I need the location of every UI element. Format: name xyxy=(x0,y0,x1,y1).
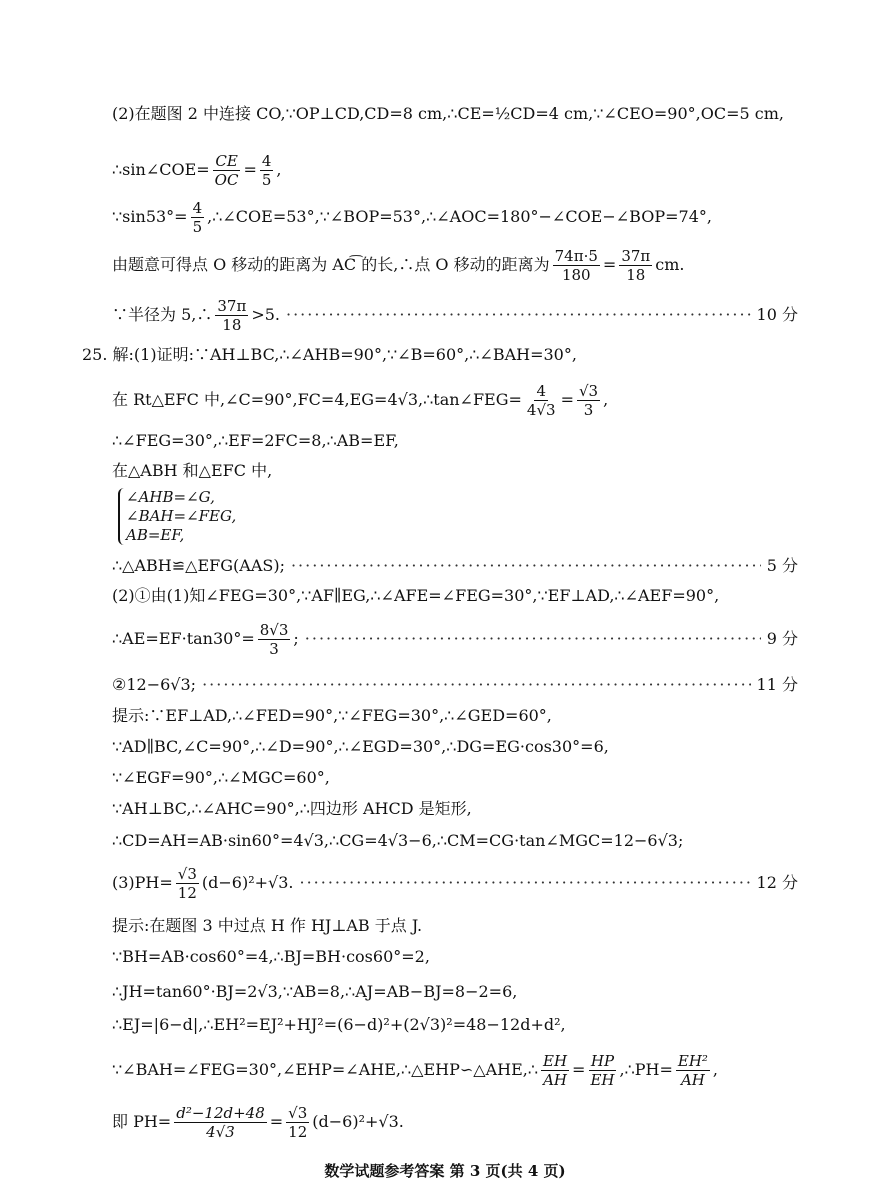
line-7 xyxy=(112,378,798,422)
line-14-text: 提示:∵EF⊥AD,∴∠FED=90°,∵∠FEG=30°,∴∠GED=60°, xyxy=(112,706,552,725)
fraction-ce-oc xyxy=(213,152,241,189)
line-6-text: 25. 解:(1)证明:∵AH⊥BC,∴∠AHB=90°,∵∠B=60°,∴∠BAH=30°, xyxy=(82,345,577,364)
frac-num: CE xyxy=(215,151,238,170)
dot-leader xyxy=(202,674,750,696)
frac-den: OC xyxy=(214,170,239,189)
fraction-sqrt3-3 xyxy=(577,382,600,419)
score-label: 10 分 xyxy=(756,305,798,324)
line-25-text-c: (d−6)²+√3. xyxy=(312,1112,404,1131)
frac-num: d²−12d+48 xyxy=(176,1103,265,1122)
fraction-8sqrt3-3 xyxy=(258,621,291,658)
frac-num: EH² xyxy=(677,1051,708,1070)
line-2 xyxy=(112,150,798,190)
line-2-text-b: = xyxy=(243,160,257,179)
line-25-text-b: = xyxy=(269,1112,284,1131)
line-24-text-d: , xyxy=(712,1060,719,1079)
frac-den: 12 xyxy=(288,1122,308,1141)
line-19 xyxy=(112,862,798,904)
fraction-eh-ah xyxy=(541,1052,569,1089)
line-6 xyxy=(82,344,798,366)
line-24 xyxy=(112,1048,798,1092)
line-3-text-a: ∵sin53°= xyxy=(112,207,188,226)
line-20-text: 提示:在题图 3 中过点 H 作 HJ⊥AB 于点 J. xyxy=(112,916,423,935)
line-18-text: ∴CD=AH=AB·sin60°=4√3,∴CG=4√3−6,∴CM=CG·tan∠MGC=12−6√3; xyxy=(112,831,684,850)
frac-num: 4 xyxy=(536,381,547,400)
fraction-hp-eh xyxy=(588,1052,616,1089)
system-row-2: ∠BAH=∠FEG, xyxy=(126,507,237,525)
line-3-text-b: ,∴∠COE=53°,∵∠BOP=53°,∴∠AOC=180°−∠COE−∠BOP=74°, xyxy=(207,207,712,226)
score-label: 5 分 xyxy=(766,556,798,575)
line-21-text: ∵BH=AB·cos60°=4,∴BJ=BH·cos60°=2, xyxy=(112,947,430,966)
fraction-quadratic xyxy=(174,1104,267,1141)
frac-den: 18 xyxy=(222,315,242,334)
frac-num: EH xyxy=(543,1051,568,1070)
fraction-4-4sqrt3 xyxy=(525,382,558,419)
line-3 xyxy=(112,197,798,237)
line-22-text: ∴JH=tan60°·BJ=2√3,∵AB=8,∴AJ=AB−BJ=8−2=6, xyxy=(112,982,518,1001)
line-2-text-a: ∴sin∠COE= xyxy=(112,160,210,179)
line-24-text-c: ,∴PH= xyxy=(619,1060,673,1079)
line-4-text-c: cm. xyxy=(655,255,685,274)
line-12-text-b: ; xyxy=(293,629,299,648)
line-5 xyxy=(112,295,798,335)
line-4-text-b: = xyxy=(602,255,617,274)
equation-system xyxy=(118,488,236,545)
system-row-3: AB=EF, xyxy=(126,526,185,544)
line-12-text-a: ∴AE=EF·tan30°= xyxy=(112,629,255,648)
line-15 xyxy=(112,736,798,758)
line-1 xyxy=(112,103,798,125)
frac-den: AH xyxy=(543,1070,567,1089)
line-16 xyxy=(112,767,798,789)
line-15-text: ∵AD∥BC,∠C=90°,∴∠D=90°,∴∠EGD=30°,∴DG=EG·cos30°=6, xyxy=(112,737,609,756)
page-footer: 数学试题参考答案 第 3 页(共 4 页) xyxy=(324,1162,566,1180)
frac-num: 4 xyxy=(261,151,272,170)
score-label: 9 分 xyxy=(766,629,798,648)
frac-den: EH xyxy=(590,1070,615,1089)
line-12 xyxy=(112,618,798,660)
line-25 xyxy=(112,1100,798,1144)
score-label: 12 分 xyxy=(756,873,798,892)
frac-num: 74π·5 xyxy=(554,246,598,265)
frac-num: 37π xyxy=(217,296,247,315)
system-row-1: ∠AHB=∠G, xyxy=(126,488,215,506)
line-9 xyxy=(112,460,798,482)
line-22 xyxy=(112,981,798,1003)
frac-num: 8√3 xyxy=(259,620,289,639)
line-23-text: ∴EJ=|6−d|,∴EH²=EJ²+HJ²=(6−d)²+(2√3)²=48−12d+d², xyxy=(112,1015,566,1034)
line-4-text-a: 由题意可得点 O 移动的距离为 AC͡ 的长,∴点 O 移动的距离为 xyxy=(112,255,550,274)
line-7-text-a: 在 Rt△EFC 中,∠C=90°,FC=4,EG=4√3,∴tan∠FEG= xyxy=(112,390,522,409)
line-20 xyxy=(112,915,798,937)
frac-den: 3 xyxy=(269,639,279,658)
frac-num: HP xyxy=(590,1051,615,1070)
frac-den: AH xyxy=(680,1070,705,1089)
dot-leader xyxy=(291,555,761,577)
line-21 xyxy=(112,946,798,968)
line-4 xyxy=(112,245,798,285)
frac-num: √3 xyxy=(177,864,197,883)
line-19-text-a: (3)PH= xyxy=(112,873,173,892)
fraction-4-5 xyxy=(260,152,274,189)
line-8-text: ∴∠FEG=30°,∴EF=2FC=8,∴AB=EF, xyxy=(112,431,399,450)
line-23 xyxy=(112,1014,798,1036)
line-9-text: 在△ABH 和△EFC 中, xyxy=(112,461,273,480)
fraction-sqrt3-12b xyxy=(286,1104,309,1141)
frac-den: 3 xyxy=(583,400,594,419)
line-13-text: ②12−6√3; xyxy=(112,675,197,694)
line-5-text-a: ∵半径为 5,∴ xyxy=(112,305,213,324)
frac-den: 180 xyxy=(561,265,591,284)
frac-den: 4√3 xyxy=(526,400,556,419)
line-2-text-c: , xyxy=(276,160,282,179)
frac-den: 12 xyxy=(177,883,197,902)
line-14 xyxy=(112,705,798,727)
frac-den: 4√3 xyxy=(206,1122,235,1141)
line-10 xyxy=(112,555,798,577)
fraction-4-5b xyxy=(191,199,205,236)
dot-leader xyxy=(305,628,761,650)
fraction-eh2-ah xyxy=(676,1052,710,1089)
line-5-text-b: >5. xyxy=(251,305,280,324)
line-17 xyxy=(112,798,798,820)
frac-den: 5 xyxy=(192,217,203,236)
line-18 xyxy=(112,830,798,852)
line-25-text-a: 即 PH= xyxy=(112,1112,172,1131)
line-1-text: (2)在题图 2 中连接 CO,∵OP⊥CD,CD=8 cm,∴CE=½CD=4 cm,∵∠CEO=90°,OC=5 cm, xyxy=(112,104,784,123)
frac-num: √3 xyxy=(288,1103,308,1122)
score-label: 11 分 xyxy=(756,675,798,694)
line-24-text-a: ∵∠BAH=∠FEG=30°,∠EHP=∠AHE,∴△EHP∽△AHE,∴ xyxy=(112,1060,539,1079)
frac-num: 37π xyxy=(621,246,651,265)
frac-den: 5 xyxy=(261,170,272,189)
dot-leader xyxy=(286,304,751,326)
frac-num: 4 xyxy=(192,198,203,217)
line-24-text-b: = xyxy=(572,1060,586,1079)
line-11-text: (2)①由(1)知∠FEG=30°,∵AF∥EG,∴∠AFE=∠FEG=30°,∵EF⊥AD,∴∠AEF=90°, xyxy=(112,586,720,605)
line-7-text-c: , xyxy=(603,390,609,409)
line-13 xyxy=(112,674,798,696)
dot-leader xyxy=(300,872,751,894)
line-10-text: ∴△ABH≌△EFG(AAS); xyxy=(112,556,285,575)
fraction-37pi-b xyxy=(215,297,248,334)
line-8 xyxy=(112,430,798,452)
frac-num: √3 xyxy=(578,381,599,400)
fraction-74pi xyxy=(553,247,600,284)
line-11 xyxy=(112,585,798,607)
frac-den: 18 xyxy=(626,265,646,284)
line-17-text: ∵AH⊥BC,∴∠AHC=90°,∴四边形 AHCD 是矩形, xyxy=(112,799,472,818)
line-19-text-b: (d−6)²+√3. xyxy=(201,873,294,892)
line-7-text-b: = xyxy=(560,390,574,409)
line-16-text: ∵∠EGF=90°,∴∠MGC=60°, xyxy=(112,768,330,787)
fraction-sqrt3-12 xyxy=(176,865,199,902)
fraction-37pi xyxy=(619,247,652,284)
